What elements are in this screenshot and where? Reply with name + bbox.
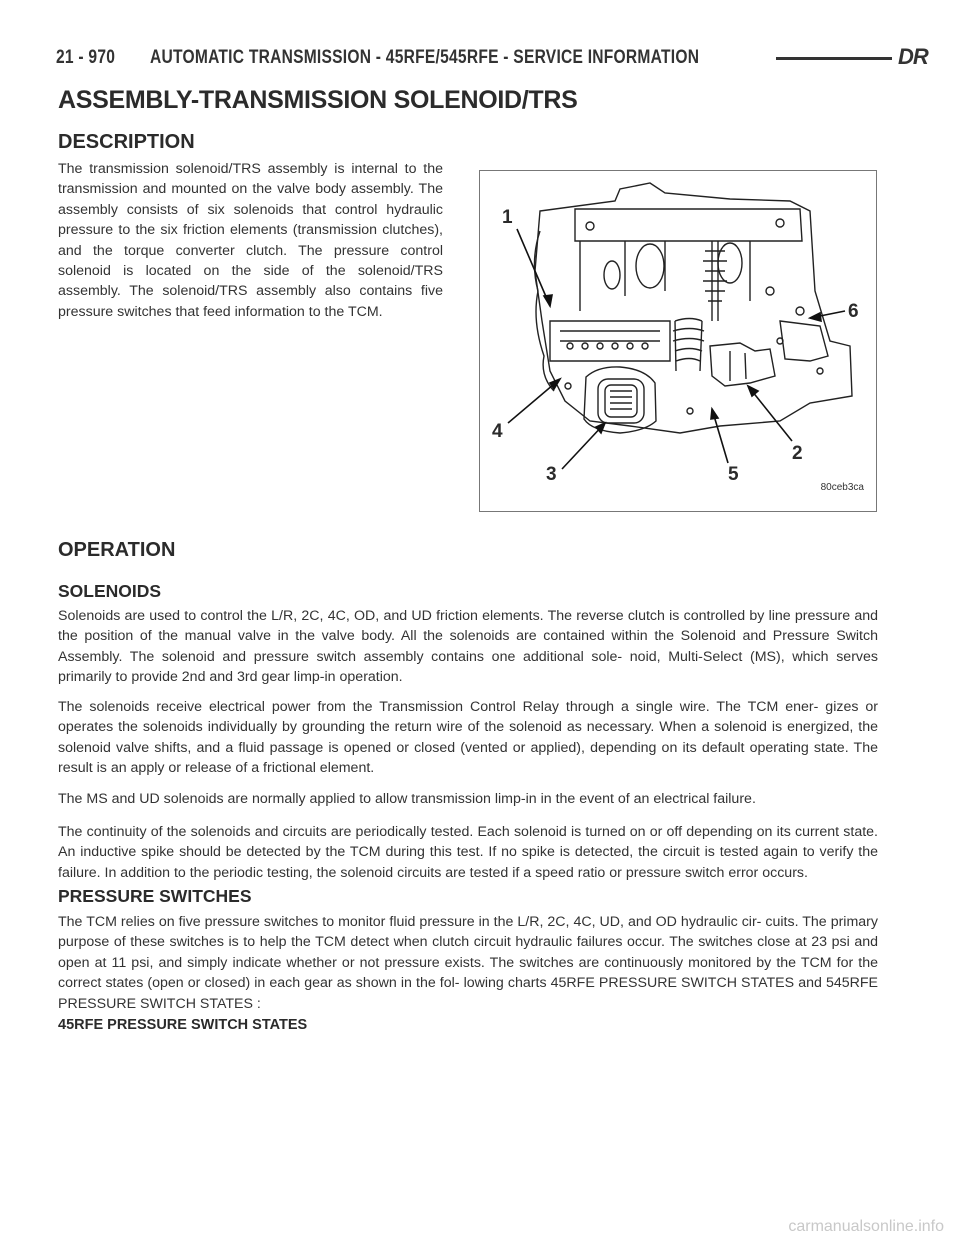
page-header	[56, 44, 928, 72]
pressure-switches-text: The TCM relies on five pressure switches to monitor fluid pressure in the L/R, 2C, 4C, UD, and OD hydraulic cir- cuits. The primary purpose of these switches is to help the TCM detect when clutch circuit hydraulic failures occur. The switches close at 23 psi and open at 11 psi, and simply indicate whether or not pressure exists. The switches are continuously monitored by the TCM for the correct states (open or closed) in each gear as shown in the fol- lowing charts 45RFE PRESSURE SWITCH STATES and 545RFE PRESSURE SWITCH STATES :	[58, 914, 878, 1012]
solenoids-paragraph-2: The solenoids receive electrical power from the Transmission Control Relay through a single wire. The TCM ener- gizes or operates the solenoids individually by grounding the return wire of the solenoid as necessary. When a solenoid is energized, the solenoid valve shifts, and a fluid passage is opened or closed (vented or applied), depending on its default operating state. The result is an apply or release of a frictional element.	[58, 699, 878, 777]
model-code: DR	[898, 44, 928, 69]
callout-2: 2	[792, 443, 803, 464]
page-number: 21 - 970	[56, 47, 116, 68]
solenoids-paragraph-3: The MS and UD solenoids are normally applied to allow transmission limp-in in the event of an electrical failure.	[58, 791, 756, 807]
figure-id: 80ceb3ca	[820, 482, 864, 493]
valve-body-illustration	[480, 171, 876, 511]
watermark: carmanualsonline.info	[788, 1218, 944, 1235]
operation-heading: OPERATION	[58, 539, 176, 561]
pressure-switches-heading: PRESSURE SWITCHES	[58, 886, 252, 906]
solenoids-heading: SOLENOIDS	[58, 581, 162, 601]
main-title: ASSEMBLY-TRANSMISSION SOLENOID/TRS	[58, 86, 578, 114]
solenoids-paragraph-4: The continuity of the solenoids and circuits are periodically tested. Each solenoid is turned on or off depending on its current state. An inductive spike should be detected by the TCM during this test. If no spike is detected, the circuit is tested again to verify the failure. In addition to the periodic testing, the solenoid circuits are tested if a speed ratio or pressure switch error occurs.	[58, 824, 878, 881]
solenoids-paragraph-1: Solenoids are used to control the L/R, 2C, 4C, OD, and UD friction elements. The reverse clutch is controlled by line pressure and the position of the manual valve in the valve body. All the solenoids are contained within the Solenoid and Pressure Switch Assembly. The solenoid and pressure switch assembly contains one additional sole- noid, Multi-Select (MS), which serves primarily to provide 2nd and 3rd gear limp-in operation.	[58, 608, 878, 686]
callout-5: 5	[728, 464, 739, 485]
solenoid-assembly-figure	[479, 170, 877, 512]
description-text: The transmission solenoid/TRS assembly is internal to the transmission and mounted on the valve body assembly. The assembly consists of six solenoids that control hydraulic pressure to the six friction elements (transmission clutches), and the torque converter clutch. The pressure control solenoid is located on the side of the solenoid/TRS assembly. The solenoid/TRS assembly also contains five pressure switches that feed information to the TCM.	[58, 161, 443, 320]
header-title: AUTOMATIC TRANSMISSION - 45RFE/545RFE - SERVICE INFORMATION	[150, 47, 700, 68]
callout-3: 3	[546, 464, 557, 485]
callout-4: 4	[492, 421, 503, 442]
header-rule	[776, 57, 892, 60]
table-heading: 45RFE PRESSURE SWITCH STATES	[58, 1017, 308, 1033]
description-heading: DESCRIPTION	[58, 131, 195, 153]
callout-6: 6	[848, 301, 859, 322]
callout-1: 1	[502, 207, 513, 228]
